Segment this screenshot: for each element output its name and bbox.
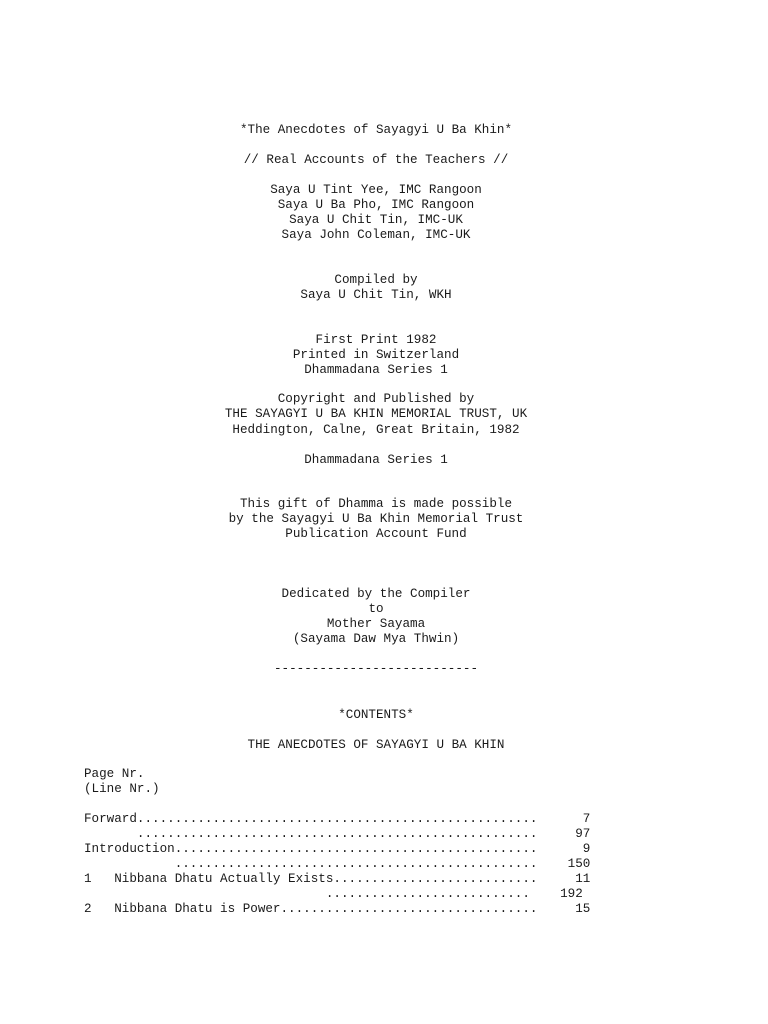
divider-line: --------------------------- xyxy=(273,662,479,676)
toc-entry: ................................................ 150 xyxy=(84,857,591,871)
print-info-line: First Print 1982 xyxy=(315,333,437,347)
copyright-line: Copyright and Published by xyxy=(277,392,475,406)
contents-subheading: THE ANECDOTES OF SAYAGYI U BA KHIN xyxy=(247,738,505,752)
gift-line: Publication Account Fund xyxy=(285,527,467,541)
dedication-line: (Sayama Daw Mya Thwin) xyxy=(292,632,460,646)
gift-line: by the Sayagyi U Ba Khin Memorial Trust xyxy=(228,512,524,526)
teacher-line: Saya U Ba Pho, IMC Rangoon xyxy=(277,198,475,212)
line-nr-label: (Line Nr.) xyxy=(84,782,160,796)
compiled-by-label: Compiled by xyxy=(334,273,418,287)
teacher-line: Saya U Chit Tin, IMC-UK xyxy=(289,213,463,227)
toc-entry: ..................................................... 97 xyxy=(84,827,591,841)
document-title: *The Anecdotes of Sayagyi U Ba Khin* xyxy=(239,123,513,137)
toc-entry: 2 Nibbana Dhatu is Power.................................. 15 xyxy=(84,902,591,916)
series-line: Dhammadana Series 1 xyxy=(304,453,448,467)
dedication-line: Mother Sayama xyxy=(326,617,426,631)
toc-entry: Forward..................................................... 7 xyxy=(84,812,591,826)
teacher-line: Saya U Tint Yee, IMC Rangoon xyxy=(270,183,482,197)
toc-entry: 1 Nibbana Dhatu Actually Exists........................... 11 xyxy=(84,872,591,886)
dedication-line: Dedicated by the Compiler xyxy=(281,587,471,601)
compiler-name: Saya U Chit Tin, WKH xyxy=(300,288,452,302)
contents-heading: *CONTENTS* xyxy=(338,708,414,722)
copyright-line: THE SAYAGYI U BA KHIN MEMORIAL TRUST, UK xyxy=(224,407,528,421)
print-info-line: Printed in Switzerland xyxy=(292,348,460,362)
teacher-line: Saya John Coleman, IMC-UK xyxy=(281,228,471,242)
gift-line: This gift of Dhamma is made possible xyxy=(239,497,513,511)
page-nr-label: Page Nr. xyxy=(84,767,145,781)
document-subtitle: // Real Accounts of the Teachers // xyxy=(243,153,509,167)
dedication-line: to xyxy=(368,602,384,616)
toc-entry: Introduction................................................ 9 xyxy=(84,842,591,856)
print-info-line: Dhammadana Series 1 xyxy=(304,363,448,377)
toc-entry: ........................... 192 xyxy=(84,887,583,901)
copyright-line: Heddington, Calne, Great Britain, 1982 xyxy=(232,423,520,437)
